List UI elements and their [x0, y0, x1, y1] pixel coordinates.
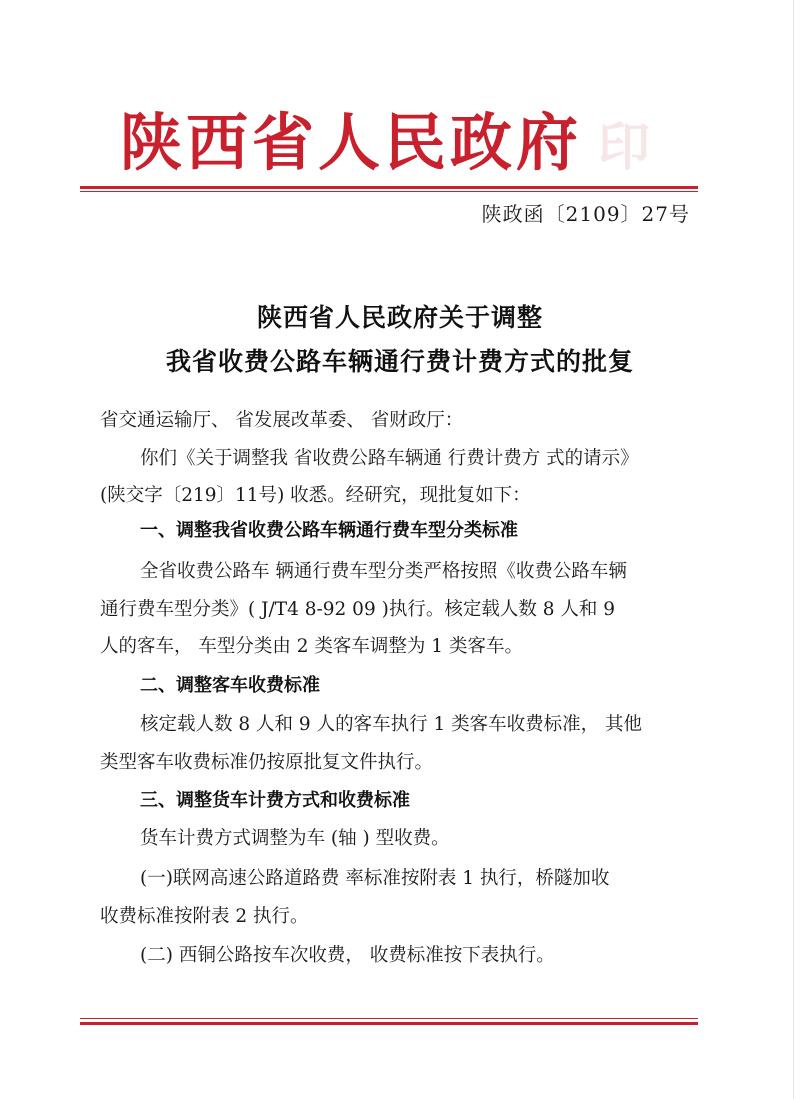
- document-title-line-1: 陕西省人民政府关于调整: [256, 303, 543, 332]
- section-1-line-2: 通行费车型分类》( J/T4 8-92 09 )执行。核定载人数 8 人和 9: [100, 599, 616, 620]
- scan-edge-line: [793, 0, 794, 1099]
- section-3-item-2-line-1: (二) 西铜公路按车次收费， 收费标准按下表执行。: [140, 945, 555, 966]
- intro-line-1: 你们《关于调整我 省收费公路车辆通 行费计费方 式的请示》: [140, 448, 639, 469]
- addressee: 省交通运输厅、 省发展改革委、 省财政厅：: [100, 410, 464, 431]
- issuer-header: 陕西省人民政府: [120, 106, 583, 179]
- section-2-line-1: 核定载人数 8 人和 9 人的客车执行 1 类客车收费标准， 其他: [140, 714, 642, 735]
- header-red-rule-thick: [80, 186, 698, 189]
- section-2-line-2: 类型客车收费标准仍按原批复文件执行。: [100, 752, 434, 773]
- document-number: 陕政函〔2109〕27号: [481, 202, 690, 226]
- section-3-line-1: 货车计费方式调整为车 (轴 ) 型收费。: [140, 828, 450, 849]
- section-3-item-1-line-1: (一)联网高速公路道路费 率标准按附表 1 执行，桥隧加收: [140, 868, 610, 889]
- header-red-rule-thin: [80, 191, 698, 192]
- document-title-line-2: 我省收费公路车辆通行费计费方式的批复: [165, 347, 634, 376]
- footer-red-rule-thin: [80, 1018, 698, 1019]
- intro-line-2: (陕交字〔219〕11号) 收悉。经研究，现批复如下：: [100, 485, 531, 506]
- section-3-item-1-line-2: 收费标准按附表 2 执行。: [100, 906, 309, 927]
- section-1-heading: 一、调整我省收费公路车辆通行费车型分类标准: [140, 520, 518, 541]
- footer-red-rule-thick: [80, 1022, 698, 1025]
- section-3-heading: 三、调整货车计费方式和收费标准: [140, 790, 410, 811]
- section-1-line-3: 人的客车， 车型分类由 2 类客车调整为 1 类客车。: [100, 636, 523, 657]
- section-1-line-1: 全省收费公路车 辆通行费车型分类严格按照《收费公路车辆: [140, 561, 627, 582]
- faded-seal-mark: 印: [598, 117, 651, 178]
- section-2-heading: 二、调整客车收费标准: [140, 675, 320, 696]
